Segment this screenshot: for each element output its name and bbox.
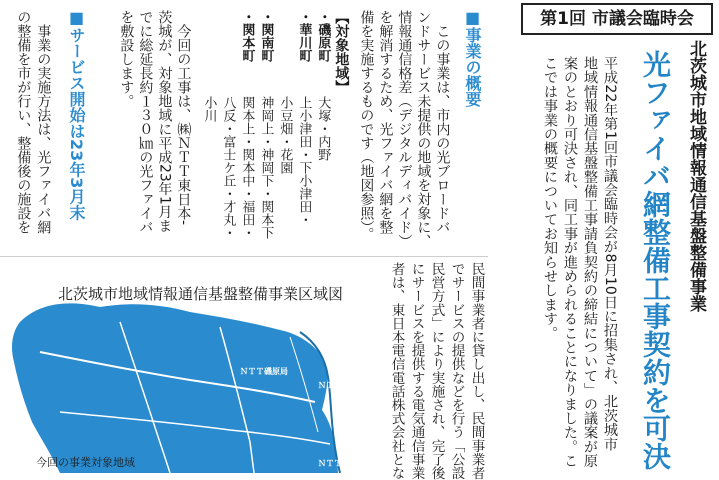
area-places-5: 関本上・関本中・福田・	[239, 96, 255, 239]
area-town-5: ・関本町	[239, 10, 255, 62]
map-title: 北茨城市地域情報通信基盤整備事業区域図	[58, 285, 344, 303]
lead-line-1: 平成22年第1回市議会臨時会が8月10日に招集され、北茨城市	[602, 56, 618, 451]
area-places-6: 八反・富士ケ丘・才丸・	[220, 96, 236, 239]
lower-line-5: 者は、東日本電信電話株式会社とな	[388, 262, 405, 480]
service-line-1: 事業の実施方法は、光ファイバ網	[35, 24, 52, 234]
overview-line-4: を解消するため、光ファイバ網を整	[377, 10, 394, 234]
map-label-kitaibaraki: ＮＴＴ北茨城局	[318, 459, 374, 468]
section-divider	[0, 256, 488, 257]
lower-line-3: 民営方式」により実施され、完了後	[428, 262, 445, 480]
area-places-4: 神岡上・神岡下・関本下	[258, 96, 274, 239]
target-area-heading: 【対象地域】	[333, 10, 350, 94]
work-line-4: を敷設します。	[118, 10, 135, 108]
area-places-1: 大塚・内野	[315, 96, 331, 161]
area-places-3: 小豆畑・花園	[277, 96, 293, 174]
lower-line-1: 民間事業者に貸し出し、民間事業者	[468, 262, 485, 480]
lower-line-4: にサービスを提供する電気通信事業	[408, 262, 425, 480]
area-town-1: ・磯原町	[315, 10, 331, 62]
blue-heading: 光ファイバ網整備工事契約を可決	[639, 50, 672, 470]
overview-line-2: ンドサービス未提供の地域を対象に、	[415, 10, 432, 248]
lead-line-2: 地域情報通信基盤整備工事請負契約の締結について」の議案が原	[582, 56, 598, 468]
meeting-title: 第1回 市議会臨時会	[540, 9, 694, 29]
service-line-2: の整備を市が行い、整備後の施設を	[15, 10, 32, 234]
work-line-2: 茨城が、対象地域に平成23年1月ま	[156, 10, 173, 233]
main-heading: 北茨城市地域情報通信基盤整備事業	[686, 40, 706, 312]
map-label-isohara: ＮＴＴ磯原局	[240, 367, 288, 376]
lead-line-3: 案のとおり可決され、同工事が進められることになりました。こ	[562, 56, 578, 468]
map-label-otsu: ＮＴＴ大津局	[318, 381, 366, 390]
overview-heading: ■事業の概要	[463, 8, 482, 107]
map-legend: 今回の事業対象地域	[36, 456, 135, 469]
work-line-3: でに総延長約１３０㎞の光ファイバ	[137, 10, 154, 234]
service-heading: ■サービス開始は23年3月末	[67, 8, 86, 221]
area-town-2: ・華川町	[296, 10, 312, 62]
area-places-7: 小川	[201, 96, 217, 122]
area-places-2: 上小津田・下小津田・	[296, 96, 312, 226]
overview-line-3: 情報通信格差（デジタルディバイド）	[396, 10, 413, 248]
overview-line-5: 備を実施するものです（地図参照）。	[358, 10, 375, 241]
meeting-title-box	[521, 3, 713, 35]
lead-line-4: こでは事業の概要についてお知らせします。	[542, 56, 558, 340]
map-region-shape	[12, 303, 338, 473]
lower-line-2: でサービスの提供などを行う「公設	[448, 262, 465, 480]
work-line-1: 今回の工事は、㈱ＮＴＴ東日本-	[175, 24, 192, 226]
overview-line-1: この事業は、市内の光ブロードバ	[434, 24, 451, 234]
area-town-4: ・関南町	[258, 10, 274, 62]
